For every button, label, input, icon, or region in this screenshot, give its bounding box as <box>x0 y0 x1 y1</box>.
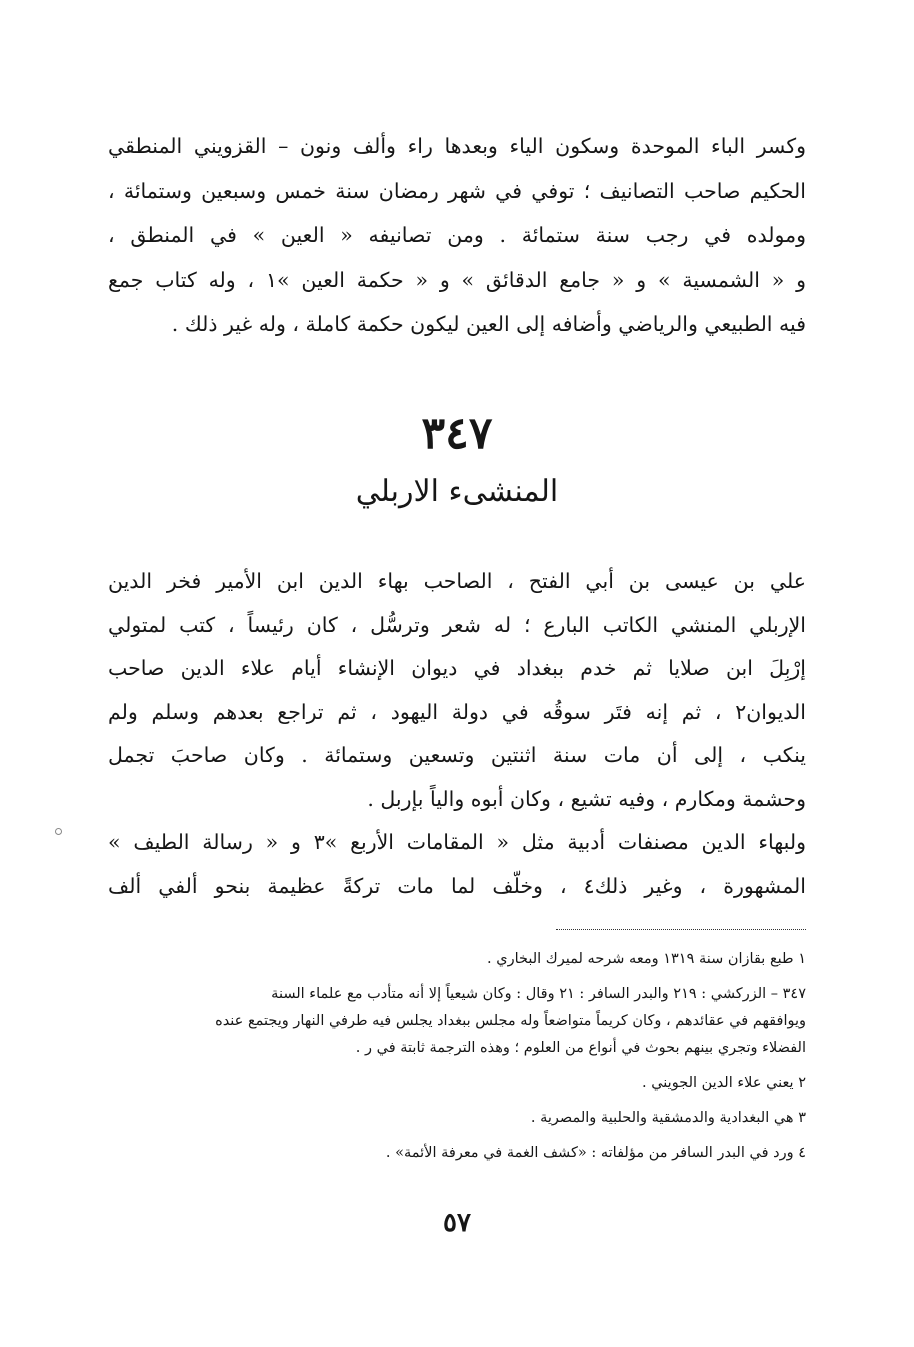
footnote <box>108 1070 806 1097</box>
intro-line: ومولده في رجب سنة ستمائة . ومن تصانيفه « العين » في المنطق ، <box>108 223 806 247</box>
intro-line: الحكيم صاحب التصانيف ؛ توفي في شهر رمضان سنة خمس وسبعين وستمائة ، <box>108 178 806 203</box>
body-line: علي بن عيسى بن أبي الفتح ، الصاحب بهاء الدين ابن الأمير فخر الدين <box>108 569 806 593</box>
entry-body <box>108 560 806 908</box>
footnote-line: ويوافقهم في عقائدهم ، وكان كريماً متواضعاً وله مجلس ببغداد يجلس فيه طرفي النهار ويجتمع عنده <box>215 1013 806 1029</box>
body-line: ينكب ، إلى أن مات سنة اثنتين وتسعين وستمائة . وكان صاحبَ تجمل <box>108 743 806 767</box>
footnote <box>108 1140 806 1167</box>
footnote-line: ٣٤٧ – الزركشي : ٢١٩ والبدر السافر : ٢١ وقال : وكان شيعياً إلا أنه متأدب مع علماء السنة <box>271 986 806 1002</box>
footnote <box>108 981 806 1062</box>
intro-line: فيه الطبيعي والرياضي وأضافه إلى العين ليكون حكمة كاملة ، وله غير ذلك . <box>171 312 806 336</box>
footnote <box>108 946 806 973</box>
paper-speck <box>55 828 62 835</box>
footnote-line: ٤ ورد في البدر السافر من مؤلفاته : «كشف الغمة في معرفة الأئمة» . <box>385 1145 806 1161</box>
footnotes <box>108 946 806 1175</box>
body-line: ولبهاء الدين مصنفات أدبية مثل « المقامات الأربع »٣ و « رسالة الطيف » <box>108 830 806 854</box>
footnote-line: ٢ يعني علاء الدين الجويني . <box>642 1075 806 1091</box>
body-line: المشهورة ، وغير ذلك٤ ، وخلّف لما مات تركةً عظيمة بنحو ألفي ألف <box>108 873 806 898</box>
body-line: الديوان٢ ، ثم إنه فتَر سوقُه في دولة اليهود ، ثم تراجع بعدهم وسلم ولم <box>108 699 806 724</box>
footnote-line: ٣ هي البغدادية والدمشقية والحلبية والمصرية . <box>530 1110 806 1126</box>
entry-title: المنشىء الاربلي <box>355 474 559 509</box>
intro-line: و « الشمسية » و « جامع الدقائق » و « حكمة العين »١ ، وله كتاب جمع <box>108 267 806 292</box>
page-number: ٥٧ <box>443 1208 471 1238</box>
intro-line: وكسر الباء الموحدة وسكون الياء وبعدها راء وألف ونون – القزويني المنطقي <box>108 134 806 158</box>
body-line: وحشمة ومكارم ، وفيه تشيع ، وكان أبوه والياً بإربل . <box>367 786 806 811</box>
footnote-divider <box>556 929 806 930</box>
body-line: إرْبِلَ ابن صلايا ثم خدم ببغداد في ديوان الإنشاء أيام علاء الدين صاحب <box>108 656 806 680</box>
footnote <box>108 1105 806 1132</box>
body-line: الإربلي المنشي الكاتب البارع ؛ له شعر وترسُّل ، كان رئيساً ، كتب لمتولي <box>108 612 806 637</box>
footnote-line: الفضلاء وتجري بينهم بحوث في أنواع من العلوم ؛ وهذه الترجمة ثابتة في ر . <box>355 1040 806 1056</box>
footnote-line: ١ طبع بقازان سنة ١٣١٩ ومعه شرحه لميرك البخاري . <box>487 951 806 967</box>
intro-paragraph <box>108 124 806 347</box>
entry-number: ٣٤٧ <box>421 408 493 459</box>
